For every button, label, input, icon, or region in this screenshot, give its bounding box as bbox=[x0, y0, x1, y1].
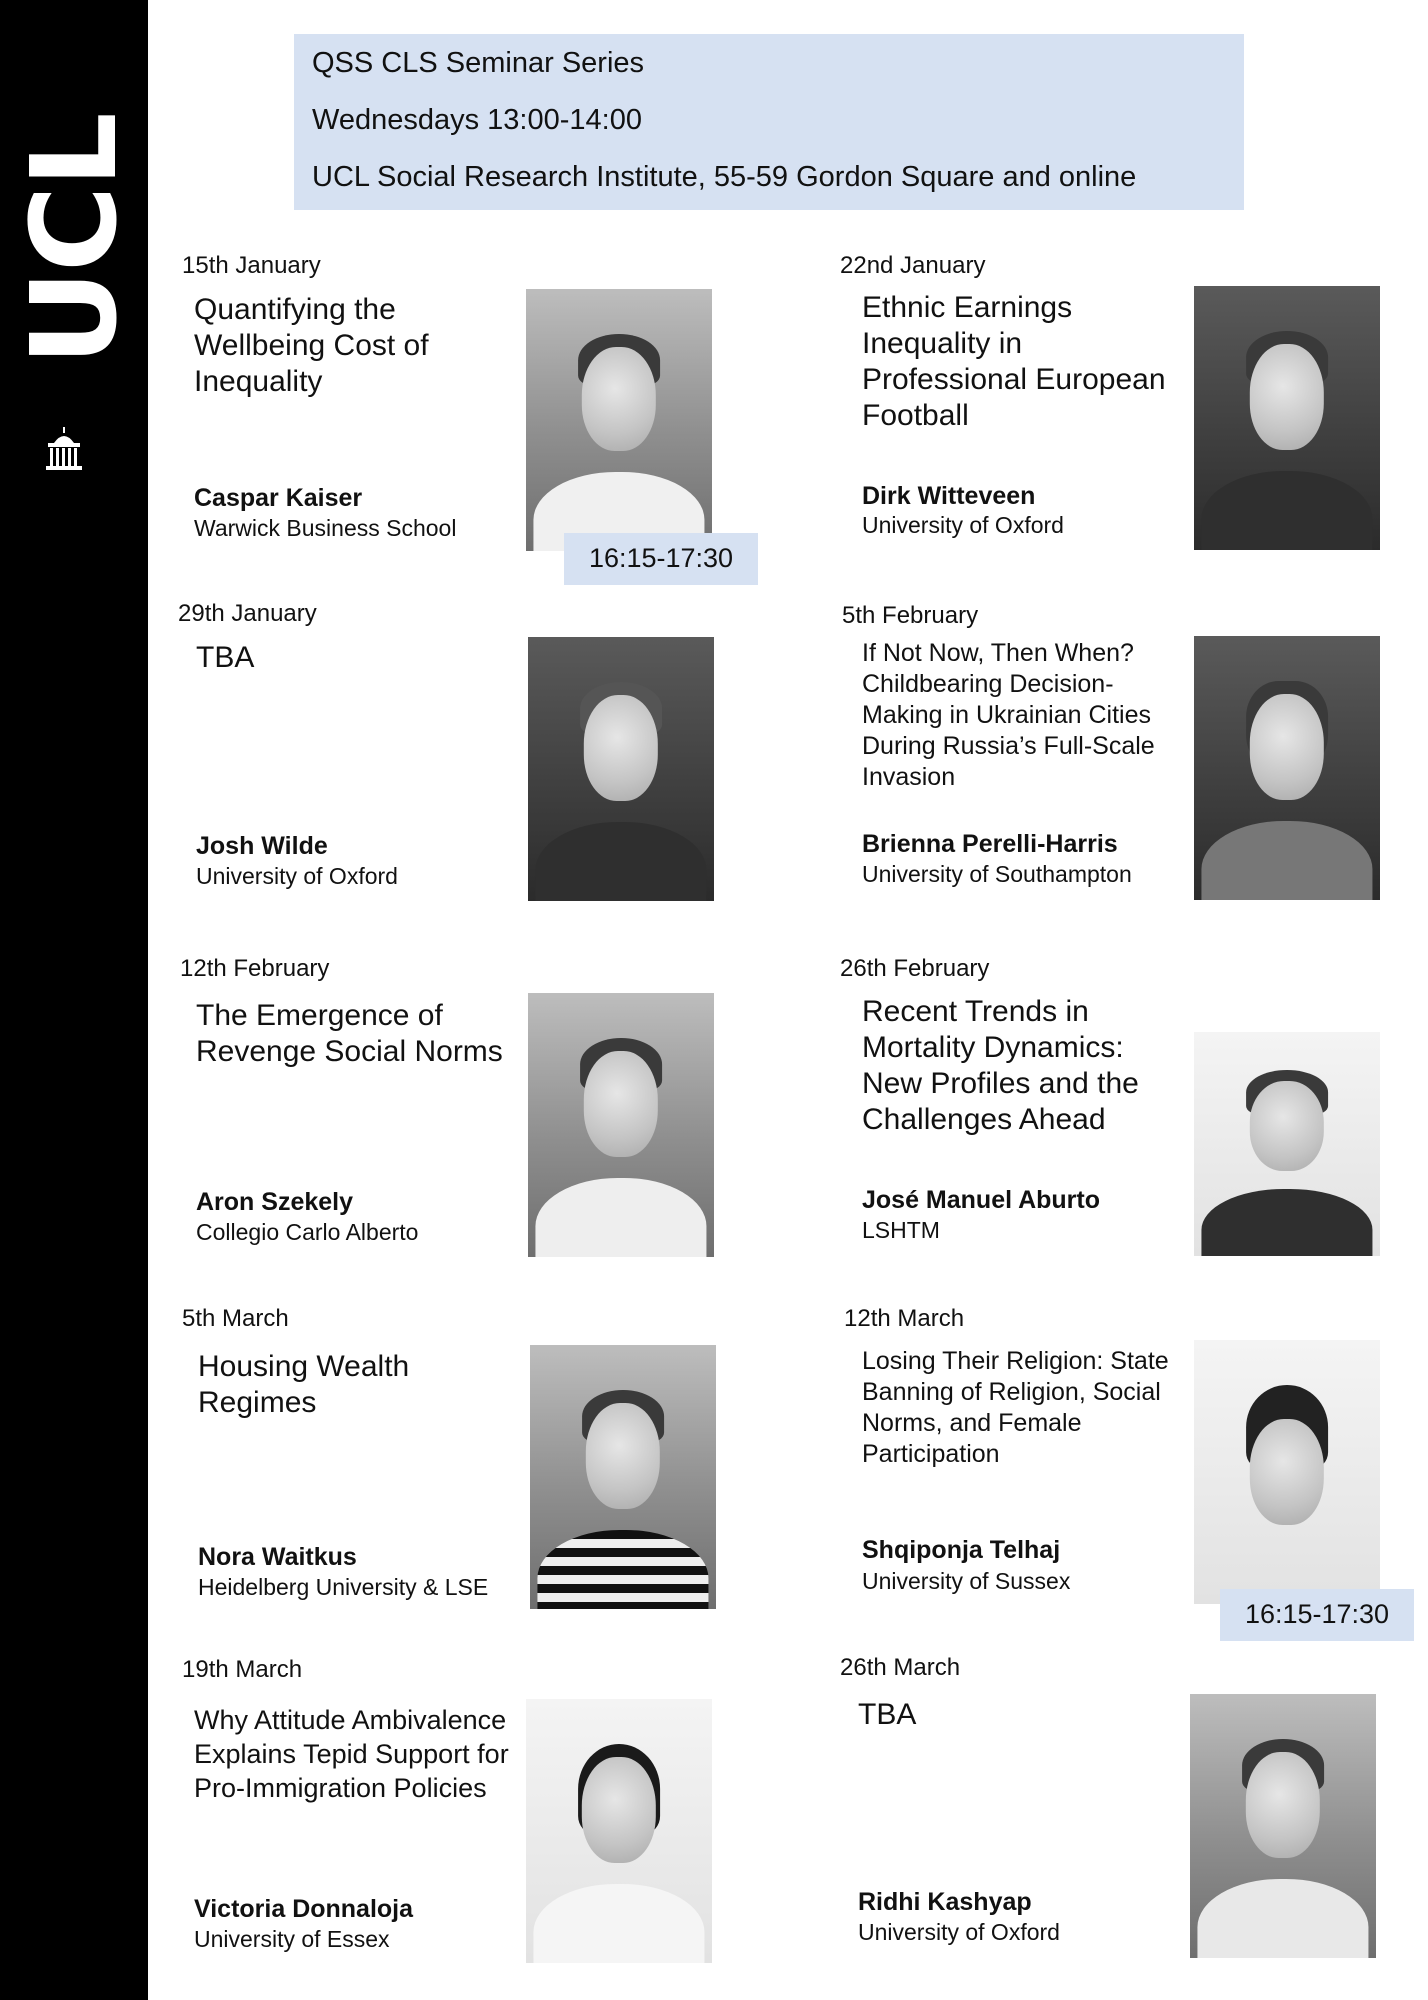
seminar-title: Why Attitude Ambivalence Explains Tepid Support for Pro-Immigration Policies bbox=[194, 1705, 509, 1803]
series-title: QSS CLS Seminar Series bbox=[312, 47, 645, 79]
speaker-affiliation: LSHTM bbox=[862, 1217, 940, 1243]
speaker-photo bbox=[528, 993, 714, 1257]
seminar-title: Recent Trends in Mortality Dynamics: New Profiles and the Challenges Ahead bbox=[862, 995, 1139, 1136]
speaker-name: Aron Szekely bbox=[196, 1188, 354, 1216]
speaker-affiliation: Warwick Business School bbox=[194, 515, 457, 541]
seminar-date: 12th February bbox=[180, 955, 330, 982]
seminar-title: Losing Their Religion: State Banning of Religion, Social Norms, and Female Participation bbox=[862, 1347, 1169, 1468]
seminar-title: TBA bbox=[858, 1698, 917, 1731]
seminar-date: 5th February bbox=[842, 602, 979, 629]
seminar-title: Ethnic Earnings Inequality in Professional European Football bbox=[862, 291, 1166, 432]
speaker-photo bbox=[1194, 1032, 1380, 1256]
seminar-date: 15th January bbox=[182, 252, 321, 279]
time-badge: 16:15-17:30 bbox=[564, 533, 758, 585]
seminar-date: 29th January bbox=[178, 600, 317, 627]
seminar-title: If Not Now, Then When? Childbearing Decision-Making in Ukrainian Cities During Russia’s Full-Scale Invasion bbox=[862, 639, 1155, 791]
time-badge: 16:15-17:30 bbox=[1220, 1589, 1414, 1641]
speaker-name: Victoria Donnaloja bbox=[194, 1895, 414, 1923]
seminar-title: TBA bbox=[196, 641, 255, 674]
speaker-photo bbox=[1194, 286, 1380, 550]
speaker-name: Dirk Witteveen bbox=[862, 482, 1036, 510]
speaker-name: Shqiponja Telhaj bbox=[862, 1536, 1061, 1564]
speaker-photo bbox=[526, 1699, 712, 1963]
speaker-photo bbox=[1194, 1340, 1380, 1604]
seminar-date: 26th February bbox=[840, 955, 990, 982]
series-header bbox=[294, 34, 1244, 210]
speaker-name: Caspar Kaiser bbox=[194, 484, 363, 512]
speaker-affiliation: University of Oxford bbox=[862, 512, 1064, 538]
speaker-affiliation: University of Oxford bbox=[858, 1919, 1060, 1945]
speaker-photo bbox=[530, 1345, 716, 1609]
seminar-date: 12th March bbox=[844, 1305, 965, 1332]
speaker-affiliation: University of Southampton bbox=[862, 861, 1132, 887]
speaker-affiliation: Collegio Carlo Alberto bbox=[196, 1219, 419, 1245]
seminar-title: Quantifying the Wellbeing Cost of Inequality bbox=[194, 293, 429, 398]
speaker-affiliation: Heidelberg University & LSE bbox=[198, 1574, 489, 1600]
speaker-name: Nora Waitkus bbox=[198, 1543, 357, 1571]
series-schedule: Wednesdays 13:00-14:00 bbox=[312, 104, 642, 136]
seminar-date: 22nd January bbox=[840, 252, 986, 279]
speaker-name: Ridhi Kashyap bbox=[858, 1888, 1032, 1916]
speaker-photo bbox=[526, 289, 712, 551]
ucl-sidebar bbox=[0, 0, 148, 2000]
seminar-date: 19th March bbox=[182, 1656, 303, 1683]
series-location: UCL Social Research Institute, 55-59 Gordon Square and online bbox=[312, 161, 1137, 193]
seminar-date: 5th March bbox=[182, 1305, 289, 1332]
speaker-affiliation: University of Oxford bbox=[196, 863, 398, 889]
portico-icon bbox=[40, 425, 88, 473]
speaker-name: Brienna Perelli-Harris bbox=[862, 830, 1118, 858]
speaker-name: José Manuel Aburto bbox=[862, 1186, 1100, 1214]
seminar-date: 26th March bbox=[840, 1654, 961, 1681]
speaker-affiliation: University of Sussex bbox=[862, 1568, 1071, 1594]
speaker-photo bbox=[1190, 1694, 1376, 1958]
speaker-photo bbox=[1194, 636, 1380, 900]
seminar-title: Housing Wealth Regimes bbox=[198, 1350, 410, 1419]
seminar-title: The Emergence of Revenge Social Norms bbox=[196, 999, 503, 1068]
speaker-affiliation: University of Essex bbox=[194, 1926, 390, 1952]
ucl-logo: UCL bbox=[5, 114, 143, 366]
speaker-photo bbox=[528, 637, 714, 901]
speaker-name: Josh Wilde bbox=[196, 832, 328, 860]
